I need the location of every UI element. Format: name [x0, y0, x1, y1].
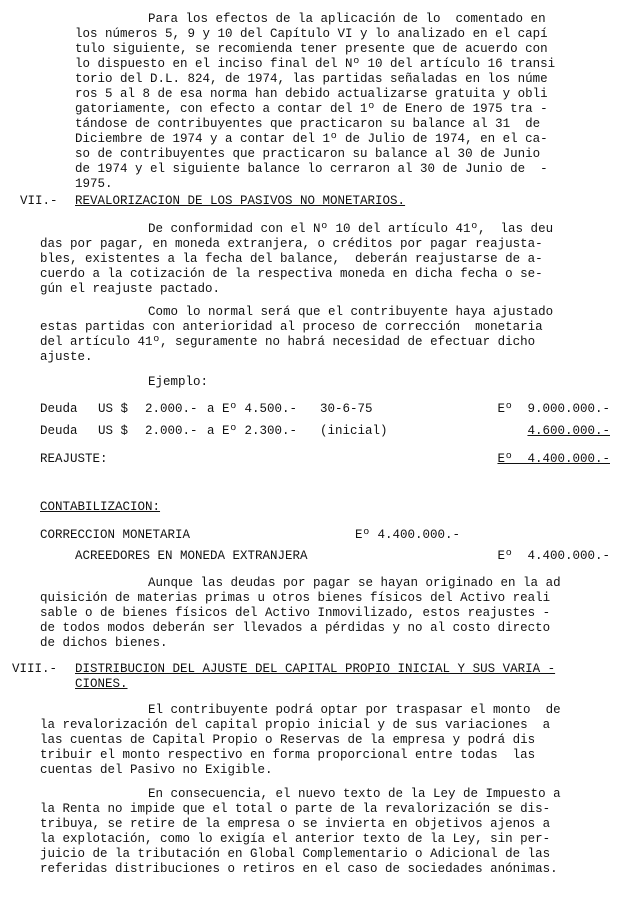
example-row-rate: a Eº 2.300.-: [207, 424, 298, 438]
acreedores-amount: Eº 4.400.000.-: [497, 549, 610, 563]
paragraph-line: tribuya, se retire de la empresa o se invierta en objetivos ajenos a: [40, 817, 551, 831]
paragraph-line: del artículo 41º, seguramente no habrá necesidad de efectuar dicho: [40, 335, 536, 349]
example-label: Ejemplo:: [148, 375, 209, 389]
paragraph-line: de dichos bienes.: [40, 636, 168, 650]
paragraph-line: En consecuencia, el nuevo texto de la Ley de Impuesto a: [148, 787, 561, 801]
example-row-total: 4.600.000.-: [527, 424, 610, 438]
section-number: VIII.-: [12, 662, 58, 676]
example-row-label: Deuda: [40, 424, 78, 438]
paragraph-line: de todos modos deberán ser llevados a pérdidas y no al costo directo: [40, 621, 551, 635]
intro-line: de 1974 y el siguiente balance lo cerraron al 30 de Junio de -: [75, 162, 548, 176]
correccion-amount: Eº 4.400.000.-: [355, 528, 461, 542]
intro-line: Para los efectos de la aplicación de lo comentado en: [148, 12, 546, 26]
example-row-date: (inicial): [320, 424, 388, 438]
intro-line: tándose de contribuyentes que practicaron su balance al 31 de: [75, 117, 541, 131]
correccion-label: CORRECCION MONETARIA: [40, 528, 191, 542]
example-row-rate: a Eº 4.500.-: [207, 402, 298, 416]
example-row-total: Eº 9.000.000.-: [497, 402, 610, 416]
paragraph-line: Aunque las deudas por pagar se hayan originado en la ad: [148, 576, 561, 590]
paragraph-line: ajuste.: [40, 350, 93, 364]
paragraph-line: juicio de la tributación en Global Complementario o Adicional de las: [40, 847, 551, 861]
section-title: REVALORIZACION DE LOS PASIVOS NO MONETARIOS.: [75, 194, 406, 208]
section-title: CIONES.: [75, 677, 128, 691]
reajuste-total: Eº 4.400.000.-: [497, 452, 610, 466]
intro-line: ros 5 al 8 de esa norma han debido actualizarse gratuita y obli: [75, 87, 548, 101]
paragraph-line: De conformidad con el Nº 10 del artículo 41º, las deu: [148, 222, 554, 236]
paragraph-line: Como lo normal será que el contribuyente haya ajustado: [148, 305, 554, 319]
paragraph-line: sable o de bienes físicos del Activo Inmovilizado, estos reajustes -: [40, 606, 551, 620]
intro-line: los números 5, 9 y 10 del Capítulo VI y lo analizado en el capí: [75, 27, 548, 41]
example-row-label: Deuda: [40, 402, 78, 416]
intro-line: torio del D.L. 824, de 1974, las partidas señaladas en los núme: [75, 72, 548, 86]
acreedores-label: ACREEDORES EN MONEDA EXTRANJERA: [75, 549, 308, 563]
example-row-currency: US $: [98, 402, 129, 416]
reajuste-label: REAJUSTE:: [40, 452, 108, 466]
paragraph-line: la revalorización del capital propio inicial y de sus variaciones a: [40, 718, 551, 732]
paragraph-line: das por pagar, en moneda extranjera, o créditos por pagar reajusta-: [40, 237, 543, 251]
intro-line: tulo siguiente, se recomienda tener presente que de acuerdo con: [75, 42, 548, 56]
paragraph-line: la explotación, como lo exigía el anterior texto de la Ley, sin per-: [40, 832, 551, 846]
intro-line: gatoriamente, con efecto a contar del 1º de Enero de 1975 tra -: [75, 102, 548, 116]
paragraph-line: cuerdo a la cotización de la respectiva moneda en dicha fecha o se-: [40, 267, 543, 281]
paragraph-line: las cuentas de Capital Propio o Reservas de la empresa y podrá dis: [40, 733, 536, 747]
example-row-currency: US $: [98, 424, 129, 438]
paragraph-line: gún el reajuste pactado.: [40, 282, 221, 296]
intro-line: lo dispuesto en el inciso final del Nº 10 del artículo 16 transi: [75, 57, 556, 71]
example-row-date: 30-6-75: [320, 402, 373, 416]
example-row-amount: 2.000.-: [145, 402, 198, 416]
contab-title: CONTABILIZACION:: [40, 500, 161, 514]
example-row-amount: 2.000.-: [145, 424, 198, 438]
paragraph-line: bles, existentes a la fecha del balance, deberán reajustarse de a-: [40, 252, 543, 266]
paragraph-line: quisición de materias primas u otros bienes físicos del Activo reali: [40, 591, 551, 605]
intro-line: so de contribuyentes que practicaron su balance al 30 de Junio: [75, 147, 541, 161]
paragraph-line: estas partidas con anterioridad al proceso de corrección monetaria: [40, 320, 543, 334]
paragraph-line: referidas distribuciones o retiros en el caso de sociedades anónimas.: [40, 862, 558, 876]
paragraph-line: tribuir el monto respectivo en forma proporcional entre todas las: [40, 748, 536, 762]
section-number: VII.-: [20, 194, 58, 208]
paragraph-line: la Renta no impide que el total o parte de la revalorización se dis-: [40, 802, 551, 816]
paragraph-line: El contribuyente podrá optar por traspasar el monto de: [148, 703, 561, 717]
paragraph-line: cuentas del Pasivo no Exigible.: [40, 763, 273, 777]
section-title: DISTRIBUCION DEL AJUSTE DEL CAPITAL PROPIO INICIAL Y SUS VARIA -: [75, 662, 556, 676]
intro-line: 1975.: [75, 177, 113, 191]
intro-line: Diciembre de 1974 y a contar del 1º de Julio de 1974, en el ca-: [75, 132, 548, 146]
